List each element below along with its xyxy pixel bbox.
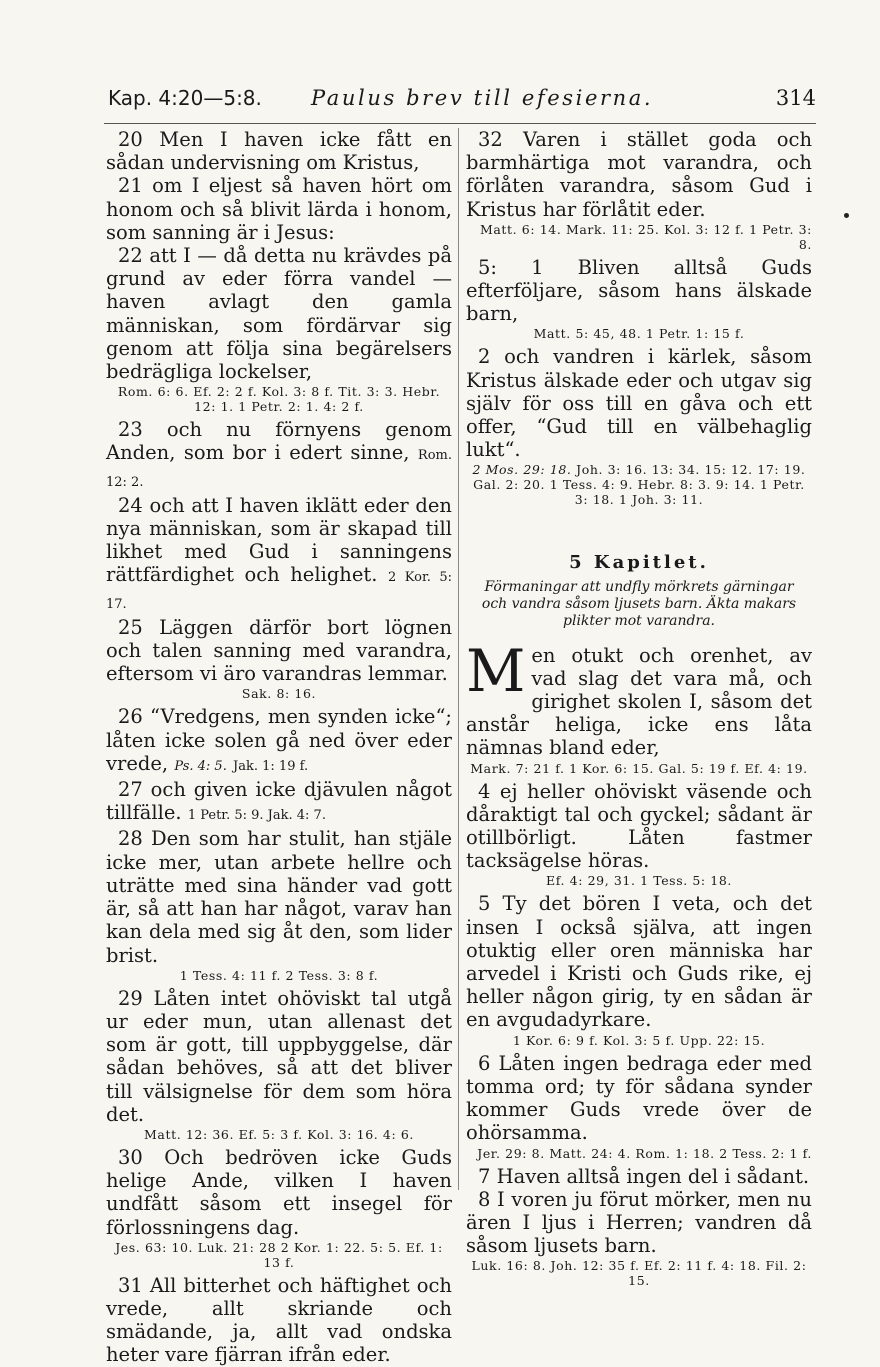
verse-4-24 <box>106 494 452 616</box>
cross-reference: Jes. 63: 10. Luk. 21: 28 2 Kor. 1: 22. 5: 5. Ef. 1: 13 f. <box>115 1239 443 1270</box>
running-header <box>108 86 818 120</box>
page-number: 314 <box>775 86 816 110</box>
verse-text: en otukt och orenhet, av vad slag det vara må, och girighet skolen I, såsom det anstår heliga, icke ens låta nämnas bland eder, <box>466 643 812 760</box>
cross-reference: Jer. 29: 8. Matt. 24: 4. Rom. 1: 18. 2 Tess. 2: 1 f. <box>477 1145 812 1161</box>
verse-4-25: 25 Läggen därför bort lögnen och talen sanning med varandra, eftersom vi äro varandras lemmar. <box>106 615 452 686</box>
cross-reference: Rom. 6: 6. Ef. 2: 2 f. Kol. 3: 8 f. Tit. 3: 3. Hebr. 12: 1. 1 Petr. 2: 1. 4: 2 f. <box>117 384 441 415</box>
verse-5-7: 7 Haven alltså ingen del i sådant. <box>478 1164 810 1188</box>
column-divider <box>458 128 459 1190</box>
header-rule <box>104 123 816 124</box>
verse-4-21: 21 om I eljest så haven hört om honom och så blivit lärda i honom, som sanning är i Jesus: <box>106 174 452 244</box>
cross-reference-italic: Ps. 4: 5. <box>174 758 227 774</box>
cross-reference: 1 Kor. 6: 9 f. Kol. 3: 5 f. Upp. 22: 15. <box>512 1032 766 1048</box>
verse-5-5: 5 Ty det bören I veta, och det insen I också själva, att ingen otuktig eller oren människa har arvedel i Kristi och Guds rike, ej heller någon girig, ty en sådan är en avgudadyrkare. <box>466 892 812 1032</box>
cross-reference-text: Joh. 3: 16. 13: 34. 15: 12. 17: 19. Gal. 2: 20. 1 Tess. 4: 9. Hebr. 8: 3. 9: 14. 1 Petr. 3: 18. 1 Joh. 3: 11. <box>473 462 806 508</box>
verse-4-30: 30 Och bedröven icke Guds helige Ande, vilken I haven undfått såsom ett insegel för förlossningens dag. <box>106 1145 452 1239</box>
cross-reference: Matt. 6: 14. Mark. 11: 25. Kol. 3: 12 f. 1 Petr. 3: 8. <box>479 221 812 252</box>
page-title: Paulus brev till efesierna. <box>311 86 654 110</box>
cross-reference: 1 Petr. 5: 9. Jak. 4: 7. <box>187 808 326 824</box>
cross-reference <box>466 462 812 507</box>
chapter-summary: Förmaningar att undfly mörkrets gärningar och vandra såsom ljusets barn. Äkta makars plikter mot varandra. <box>481 578 797 629</box>
verse-5-6: 6 Låten ingen bedraga eder med tomma ord; ty för sådana synder kommer Guds vrede över de ohörsamma. <box>466 1051 812 1145</box>
verse-5-3 <box>466 636 812 760</box>
chapter-reference: Kap. 4:20—5:8. <box>108 86 262 110</box>
verse-4-23 <box>106 418 452 494</box>
verse-4-32: 32 Varen i stället goda och barmhärtiga mot varandra, och förlåten varandra, såsom Gud i Kristus har förlåtit eder. <box>466 128 812 221</box>
verse-5-2: 2 och vandren i kärlek, såsom Kristus älskade eder och utgav sig själv för oss till en gåva och ett offer, “Gud till en välbehaglig lukt“. <box>466 345 812 462</box>
verse-4-22: 22 att I — då detta nu krävdes på grund av eder förra vandel — haven avlagt den gamla människan, som fördärvar sig genom att följa sina begärelsers bedrägliga lockelser, <box>106 244 452 384</box>
cross-reference: Jak. 1: 19 f. <box>233 758 309 774</box>
verse-text: 24 och att I haven iklätt eder den nya människan, som är skapad till likhet med Gud i sanningens rättfärdighet och helighet. <box>106 493 452 587</box>
verse-4-20: 20 Men I haven icke fått en sådan undervisning om Kristus, <box>106 128 452 175</box>
margin-dot <box>844 213 849 218</box>
cross-reference: Rom. 12: 2. <box>106 448 452 490</box>
cross-reference: Matt. 12: 36. Ef. 5: 3 f. Kol. 3: 16. 4: 6. <box>144 1126 414 1142</box>
right-column <box>466 128 812 1292</box>
verse-5-1: 5: 1 Bliven alltså Guds efterföljare, såsom hans älskade barn, <box>466 255 812 326</box>
verse-4-31: 31 All bitterhet och häftighet och vrede, allt skriande och smädande, ja, allt vad ondska heter vare fjärran ifrån eder. <box>106 1273 452 1367</box>
verse-text: 23 och nu förnyens genom Anden, som bor i edert sinne, <box>106 418 452 465</box>
verse-text: 26 “Vredgens, men synden icke“; låten icke solen gå ned över eder vrede, <box>106 705 452 775</box>
verse-4-26 <box>106 705 452 778</box>
cross-reference: 1 Tess. 4: 11 f. 2 Tess. 3: 8 f. <box>179 967 379 983</box>
chapter-heading: 5 Kapitlet. <box>569 552 709 574</box>
drop-cap: M <box>466 636 526 705</box>
verse-4-28: 28 Den som har stulit, han stjäle icke mer, utan arbete hellre och uträtte med sina händer vad gott är, så att han har något, varav han kan dela med sig åt den, som lider brist. <box>106 827 452 967</box>
cross-reference: Matt. 5: 45, 48. 1 Petr. 1: 15 f. <box>533 326 745 342</box>
cross-reference: Ef. 4: 29, 31. 1 Tess. 5: 18. <box>546 873 732 889</box>
verse-5-4: 4 ej heller ohöviskt väsende och dåraktigt tal och gyckel; sådant är otillbörligt. Låten fastmer tacksägelse höras. <box>466 779 812 873</box>
verse-text: 27 och given icke djävulen något tillfälle. <box>106 778 452 825</box>
cross-reference-italic: 2 Mos. 29: 18. <box>472 462 572 478</box>
left-column <box>106 128 452 1367</box>
verse-4-29: 29 Låten intet ohöviskt tal utgå ur eder mun, utan allenast det som är gott, till uppbyggelse, där sådan behöves, så att det bliver till välsignelse för dem som höra det. <box>106 986 452 1126</box>
verse-5-8: 8 I voren ju förut mörker, men nu ären I ljus i Herren; vandren då såsom ljusets barn. <box>466 1187 812 1258</box>
cross-reference: Mark. 7: 21 f. 1 Kor. 6: 15. Gal. 5: 19 f. Ef. 4: 19. <box>470 760 808 776</box>
cross-reference: Sak. 8: 16. <box>241 686 317 702</box>
verse-4-27 <box>106 778 452 827</box>
cross-reference: 2 Kor. 5: 17. <box>106 570 453 612</box>
cross-reference: Luk. 16: 8. Joh. 12: 35 f. Ef. 2: 11 f. 4: 18. Fil. 2: 15. <box>471 1258 807 1289</box>
